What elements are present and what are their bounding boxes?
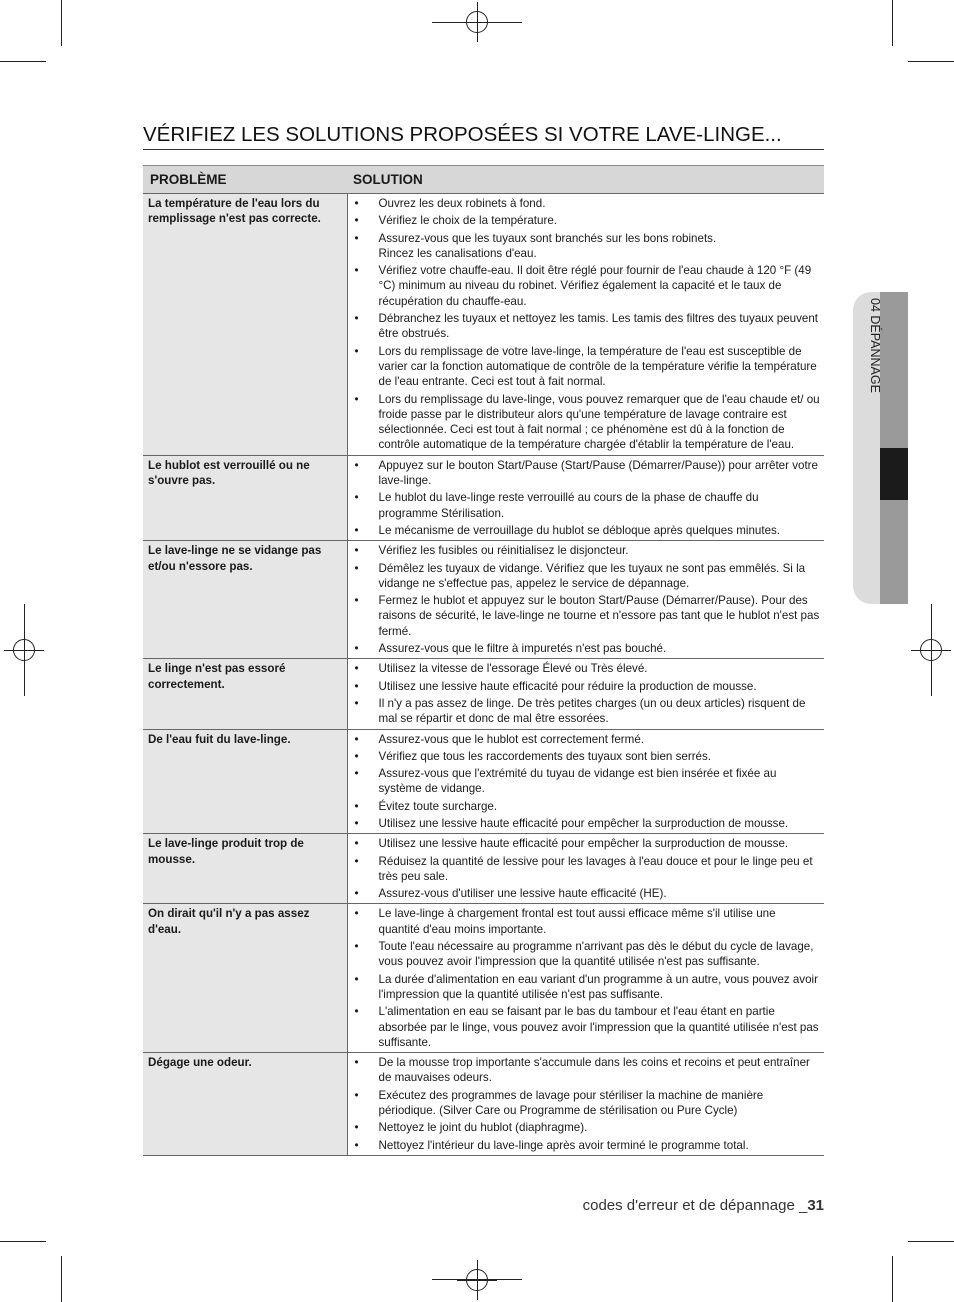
crop-mark	[892, 1256, 893, 1302]
title-divider	[143, 149, 824, 150]
solution-item: • Ouvrez les deux robinets à fond.	[348, 196, 821, 211]
crop-mark	[931, 604, 932, 696]
solution-list	[348, 1055, 821, 1153]
solution-item: • De la mousse trop importante s'accumule dans les coins et recoins et peut entraîner de mauvaises odeurs.	[348, 1055, 821, 1086]
solution-cell	[347, 729, 824, 834]
solution-item: • Assurez-vous que le hublot est correctement fermé.	[348, 732, 821, 747]
solution-item: • Vérifiez les fusibles ou réinitialisez le disjoncteur.	[348, 543, 821, 558]
solution-cell	[347, 541, 824, 659]
table-row	[143, 194, 824, 456]
solution-item: • Nettoyez le joint du hublot (diaphragme).	[348, 1120, 821, 1135]
solution-item: • Utilisez une lessive haute efficacité pour empêcher la surproduction de mousse.	[348, 816, 821, 831]
table-row	[143, 904, 824, 1053]
solution-item: • Le mécanisme de verrouillage du hublot se débloque après quelques minutes.	[348, 523, 821, 538]
solution-list	[348, 196, 821, 453]
solution-item: • Fermez le hublot et appuyez sur le bouton Start/Pause (Démarrer/Pause). Pour des raisons de sécurité, le lave-linge ne tourne et n'essore pas tant que le hublot n'est pas fermé.	[348, 593, 821, 639]
solution-cell	[347, 455, 824, 540]
solution-item: • Utilisez une lessive haute efficacité pour réduire la production de mousse.	[348, 679, 821, 694]
crop-mark	[24, 604, 25, 696]
solution-item: • Assurez-vous que l'extrémité du tuyau de vidange est bien insérée et fixée au système de vidange.	[348, 766, 821, 797]
crop-mark	[61, 0, 62, 46]
crop-mark	[892, 0, 893, 46]
header-problem: PROBLÈME	[143, 166, 347, 194]
table-row	[143, 1053, 824, 1156]
solution-item: • Exécutez des programmes de lavage pour stériliser la machine de manière périodique. (Silver Care ou Programme de stérilisation ou Pure Cycle)	[348, 1088, 821, 1119]
solution-item: • Nettoyez l'intérieur du lave-linge après avoir terminé le programme total.	[348, 1138, 821, 1153]
side-tab-marker	[880, 448, 908, 500]
crop-mark	[908, 61, 954, 62]
solution-list	[348, 906, 821, 1050]
solution-item: • Le lave-linge à chargement frontal est tout aussi efficace même s'il utilise une quantité d'eau moins importante.	[348, 906, 821, 937]
solution-item: • Réduisez la quantité de lessive pour les lavages à l'eau douce et pour le linge peu et très peu sale.	[348, 854, 821, 885]
registration-mark-bottom	[457, 1260, 497, 1300]
crop-mark	[61, 1256, 62, 1302]
crop-mark	[0, 61, 46, 62]
solution-item: • La durée d'alimentation en eau variant d'un programme à un autre, vous pouvez avoir l'impression que la quantité utilisée n'est pas suffisante.	[348, 972, 821, 1003]
table-row	[143, 659, 824, 729]
solution-list	[348, 732, 821, 832]
problem-cell: De l'eau fuit du lave-linge.	[143, 729, 347, 834]
problem-cell: Le lave-linge ne se vidange pas et/ou n'essore pas.	[143, 541, 347, 659]
header-solution: SOLUTION	[347, 166, 824, 194]
table-row	[143, 455, 824, 540]
crop-mark	[432, 1279, 522, 1280]
problem-cell: Le linge n'est pas essoré correctement.	[143, 659, 347, 729]
solution-item: • Assurez-vous que le filtre à impuretés n'est pas bouché.	[348, 641, 821, 656]
table-header-row	[143, 166, 824, 194]
solution-item: • Vérifiez que tous les raccordements des tuyaux sont bien serrés.	[348, 749, 821, 764]
solution-item: • Toute l'eau nécessaire au programme n'arrivant pas dès le début du cycle de lavage, vous pouvez avoir l'impression que la quantité utilisée n'est pas suffisante.	[348, 939, 821, 970]
solution-item: • Lors du remplissage de votre lave-linge, la température de l'eau est susceptible de varier car la fonction automatique de contrôle de la température vérifie la température de l'eau entrante. Ceci est tout à fait normal.	[348, 344, 821, 390]
page-title: VÉRIFIEZ LES SOLUTIONS PROPOSÉES SI VOTRE LAVE-LINGE...	[143, 123, 782, 146]
solution-item: • Utilisez une lessive haute efficacité pour empêcher la surproduction de mousse.	[348, 836, 821, 851]
solution-list	[348, 836, 821, 901]
table-row	[143, 541, 824, 659]
problem-cell: On dirait qu'il n'y a pas assez d'eau.	[143, 904, 347, 1053]
table-row	[143, 729, 824, 834]
solution-item: • Vérifiez votre chauffe-eau. Il doit être réglé pour fournir de l'eau chaude à 120 °F (49 °C) minimum au niveau du robinet. Vérifiez également la capacité et le taux de récupération du chauffe-eau.	[348, 263, 821, 309]
solution-cell	[347, 904, 824, 1053]
crop-mark	[432, 22, 522, 23]
solution-cell	[347, 834, 824, 904]
solution-item: • Évitez toute surcharge.	[348, 799, 821, 814]
solution-item: • Appuyez sur le bouton Start/Pause (Start/Pause (Démarrer/Pause)) pour arrêter votre lave-linge.	[348, 458, 821, 489]
table-row	[143, 834, 824, 904]
solution-item: • L'alimentation en eau se faisant par le bas du tambour et l'eau étant en partie absorbée par le linge, vous pouvez avoir l'impression que la quantité utilisée n'est pas suffisante.	[348, 1004, 821, 1050]
solution-item: • Le hublot du lave-linge reste verrouillé au cours de la phase de chauffe du programme Stérilisation.	[348, 490, 821, 521]
solution-item: • Assurez-vous d'utiliser une lessive haute efficacité (HE).	[348, 886, 821, 901]
solution-cell	[347, 194, 824, 456]
section-label: 04 DÉPANNAGE	[868, 298, 882, 393]
troubleshooting-table	[143, 165, 824, 1156]
problem-cell: Le hublot est verrouillé ou ne s'ouvre pas.	[143, 455, 347, 540]
problem-cell: Dégage une odeur.	[143, 1053, 347, 1156]
solution-item: • Débranchez les tuyaux et nettoyez les tamis. Les tamis des filtres des tuyaux peuvent être obstrués.	[348, 311, 821, 342]
solution-item: • Démêlez les tuyaux de vidange. Vérifiez que les tuyaux ne sont pas emmêlés. Si la vidange ne s'effectue pas, appelez le service de dépannage.	[348, 561, 821, 592]
crop-mark	[908, 1241, 954, 1242]
page-number: 31	[807, 1197, 824, 1214]
crop-mark	[0, 1241, 46, 1242]
table-body	[143, 194, 824, 1156]
solution-item: • Vérifiez le choix de la température.	[348, 213, 821, 228]
solution-item: • Lors du remplissage du lave-linge, vous pouvez remarquer que de l'eau chaude et/ ou froide passe par le distributeur alors qu'une température de lavage contraire est sélectionnée. Ceci est tout à fait normal ; ce phénomène est dû à la fonction de contrôle automatique de la température chargée d'établir la température de l'eau.	[348, 392, 821, 453]
solution-item: • Assurez-vous que les tuyaux sont branchés sur les bons robinets. Rincez les canalisations d'eau.	[348, 231, 821, 262]
solution-cell	[347, 1053, 824, 1156]
problem-cell: La température de l'eau lors du remplissage n'est pas correcte.	[143, 194, 347, 456]
solution-item: • Il n'y a pas assez de linge. De très petites charges (un ou deux articles) risquent de mal se répartir et donc de mal être essorées.	[348, 696, 821, 727]
footer-text: codes d'erreur et de dépannage _	[582, 1197, 808, 1214]
solution-list	[348, 458, 821, 538]
problem-cell: Le lave-linge produit trop de mousse.	[143, 834, 347, 904]
page-footer	[583, 1197, 824, 1214]
solution-list	[348, 661, 821, 726]
solution-item: • Utilisez la vitesse de l'essorage Élevé ou Très élevé.	[348, 661, 821, 676]
solution-cell	[347, 659, 824, 729]
solution-list	[348, 543, 821, 656]
